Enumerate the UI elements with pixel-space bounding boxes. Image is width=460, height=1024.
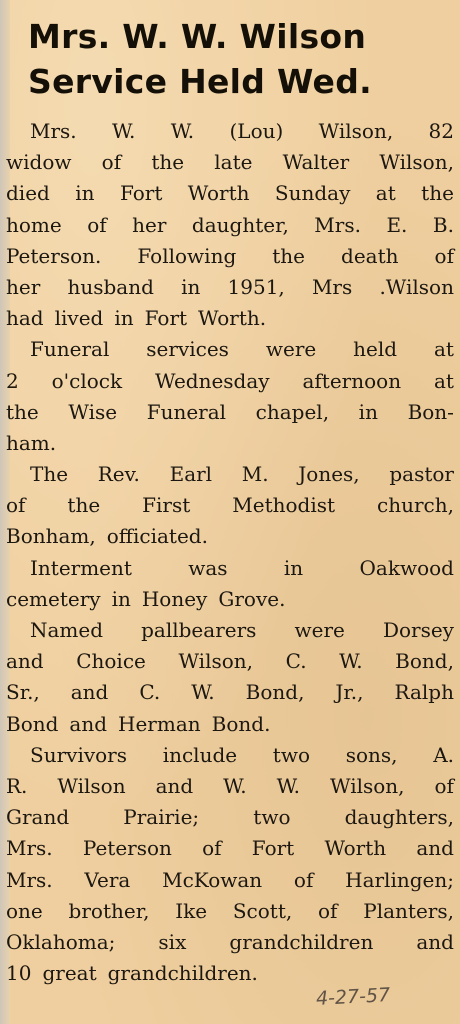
article-line: 10 great grandchildren.: [6, 961, 258, 986]
article-body: [6, 116, 454, 989]
article-line: Peterson. Following the death of: [6, 243, 454, 268]
article-line: the Wise Funeral chapel, in Bon-: [6, 399, 454, 424]
article-line: home of her daughter, Mrs. E. B.: [6, 212, 454, 237]
article-line: Sr., and C. W. Bond, Jr., Ralph: [6, 680, 454, 705]
article-line: The Rev. Earl M. Jones, pastor: [30, 462, 454, 487]
article-line: Named pallbearers were Dorsey: [30, 618, 454, 642]
article-line: Bonham, officiated.: [6, 524, 208, 549]
article-line: and Choice Wilson, C. W. Bond,: [6, 649, 454, 674]
article-line: of the First Methodist church,: [6, 493, 454, 518]
article-line: cemetery in Honey Grove.: [6, 586, 286, 611]
headline-line-2: Service Held Wed.: [28, 62, 372, 101]
article-line: R. Wilson and W. W. Wilson, of: [6, 773, 454, 798]
headline: [28, 14, 448, 104]
headline-line-1: Mrs. W. W. Wilson: [28, 17, 367, 56]
article-line: one brother, Ike Scott, of Planters,: [6, 898, 454, 923]
article-line: died in Fort Worth Sunday at the: [6, 181, 454, 206]
article-line: Funeral services were held at: [30, 337, 454, 362]
handwritten-date: 4-27-57: [315, 984, 391, 1010]
article-line: Interment was in Oakwood: [30, 555, 454, 580]
article-line: Survivors include two sons, A.: [30, 742, 454, 767]
article-line: Mrs. W. W. (Lou) Wilson, 82: [30, 119, 454, 143]
article-line: Bond and Herman Bond.: [6, 711, 271, 736]
article-line: Grand Prairie; two daughters,: [6, 805, 454, 830]
article-line: 2 o'clock Wednesday afternoon at: [6, 368, 454, 393]
article-line: Mrs. Peterson of Fort Worth and: [6, 836, 454, 861]
article-line: had lived in Fort Worth.: [6, 306, 267, 331]
article-line: ham.: [6, 430, 57, 455]
article-line: her husband in 1951, Mrs .Wilson: [6, 274, 454, 299]
article-line: widow of the late Walter Wilson,: [6, 150, 454, 175]
article-line: Mrs. Vera McKowan of Harlingen;: [6, 867, 454, 892]
article-line: Oklahoma; six grandchildren and: [6, 929, 454, 954]
